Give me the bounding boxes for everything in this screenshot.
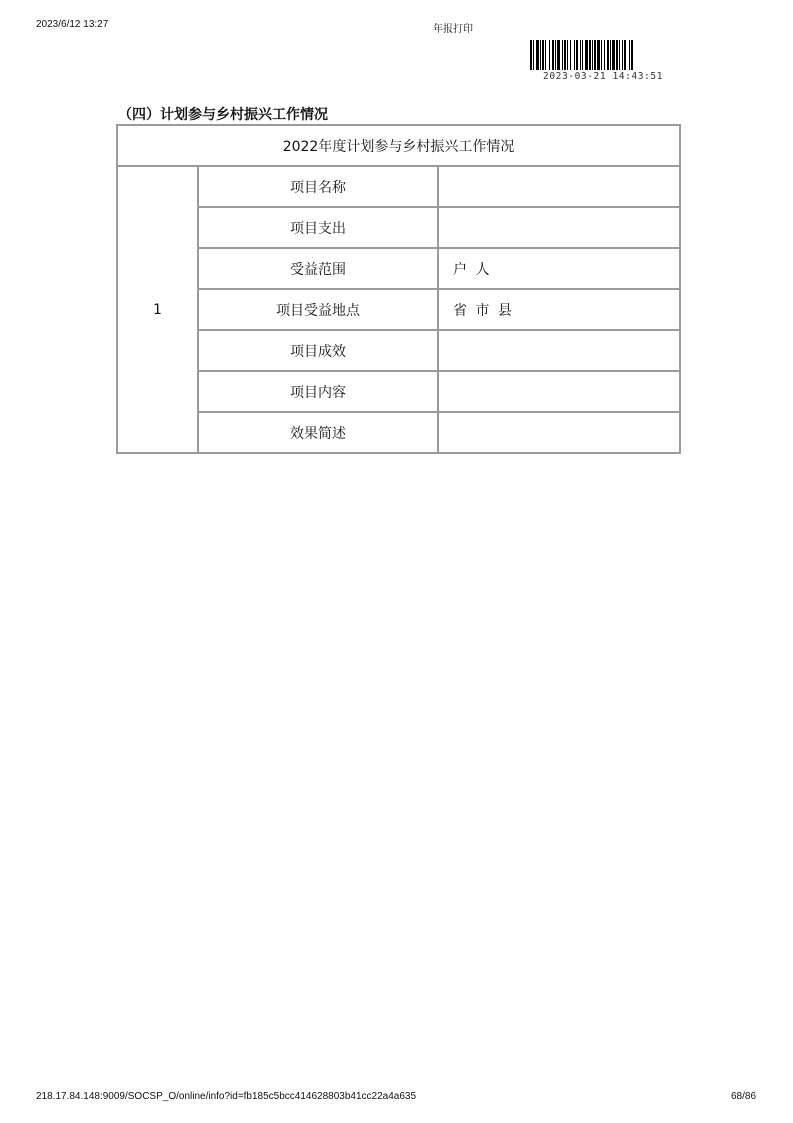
table-caption: 2022年度计划参与乡村振兴工作情况 — [117, 125, 680, 166]
table-row — [117, 330, 680, 371]
row-label-effect-summary: 效果简述 — [198, 412, 438, 453]
table-row — [117, 207, 680, 248]
row-value-benefit-location: 省 市 县 — [438, 289, 680, 330]
table-row — [117, 371, 680, 412]
row-label-project-expense: 项目支出 — [198, 207, 438, 248]
print-title: 年报打印 — [433, 24, 473, 35]
table-row — [117, 166, 680, 207]
print-datetime: 2023/6/12 13:27 — [36, 19, 109, 30]
row-label-benefit-location: 项目受益地点 — [198, 289, 438, 330]
table-caption-row — [117, 125, 680, 166]
row-label-project-result: 项目成效 — [198, 330, 438, 371]
footer-url: 218.17.84.148:9009/SOCSP_O/online/info?id=fb185c5bcc414628803b41cc22a4a635 — [36, 1091, 417, 1102]
section-title: （四）计划参与乡村振兴工作情况 — [118, 107, 328, 123]
row-label-project-content: 项目内容 — [198, 371, 438, 412]
footer-page-number: 68/86 — [731, 1091, 757, 1102]
rural-revitalization-table — [116, 124, 681, 454]
row-label-project-name: 项目名称 — [198, 166, 438, 207]
row-value-effect-summary — [438, 412, 680, 453]
barcode-image — [530, 40, 678, 70]
table-row — [117, 289, 680, 330]
row-value-project-content — [438, 371, 680, 412]
row-value-benefit-scope: 户 人 — [438, 248, 680, 289]
row-label-benefit-scope: 受益范围 — [198, 248, 438, 289]
row-sequence-number: 1 — [117, 166, 198, 453]
row-value-project-name — [438, 166, 680, 207]
table-row — [117, 248, 680, 289]
row-value-project-result — [438, 330, 680, 371]
table-row — [117, 412, 680, 453]
row-value-project-expense — [438, 207, 680, 248]
barcode-timestamp: 2023-03-21 14:43:51 — [543, 71, 664, 82]
